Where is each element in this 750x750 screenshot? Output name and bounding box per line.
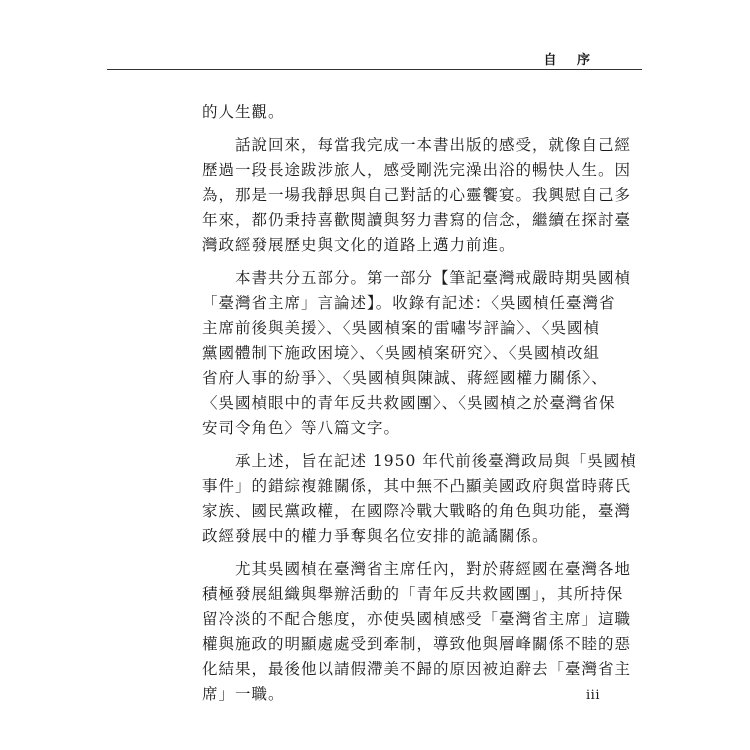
paragraph: [202, 449, 637, 549]
text-line: 主席前後與美援〉、〈吳國楨案的雷嘯岑評論〉、〈吳國楨: [202, 319, 601, 337]
text-line: 權與施政的明顯處處受到牽制，導致他與層峰關係不睦的惡: [202, 635, 632, 653]
paragraph-gap: [202, 258, 588, 266]
text-line: 席」一職。: [202, 685, 285, 703]
header-rule: [107, 69, 642, 70]
paragraph: [202, 266, 632, 441]
paragraph-gap: [202, 441, 588, 449]
text-line: 安司令角色〉等八篇文字。: [202, 419, 401, 437]
text-line: 化結果，最後他以請假滯美不歸的原因被迫辭去「臺灣省主: [202, 660, 632, 678]
text-line: 政經發展中的權力爭奪與名位安排的詭譎關係。: [202, 527, 549, 545]
text-line: 家族、國民黨政權，在國際冷戰大戰略的角色與功能，臺灣: [202, 502, 632, 520]
text-line: 省府人事的紛爭〉、〈吳國楨與陳誠、蔣經國權力關係〉、: [202, 369, 608, 387]
text-line: 留冷淡的不配合態度，亦使吳國楨感受「臺灣省主席」這職: [202, 610, 632, 628]
text-line: 為，那是一場我靜思與自己對話的心靈饗宴。我興慰自己多: [202, 186, 632, 204]
text-line: 話說回來，每當我完成一本書出版的感受，就像自己經: [202, 136, 632, 154]
text-line: 「臺灣省主席」言論述】。收錄有記述：〈吳國楨任臺灣省: [202, 294, 616, 312]
text-line: 灣政經發展歷史與文化的道路上邁力前進。: [202, 236, 516, 254]
text-line: 的人生觀。: [202, 103, 285, 121]
text-line: 年來，都仍秉持喜歡閱讀與努力書寫的信念，繼續在探討臺: [202, 211, 632, 229]
text-line: 黨國體制下施政困境〉、〈吳國楨案研究〉、〈吳國楨改組: [202, 344, 601, 362]
paragraph: [202, 133, 632, 258]
text-line: 本書共分五部分。第一部分【筆記臺灣戒嚴時期吳國楨: [202, 269, 632, 287]
running-head-title: 自 序: [543, 53, 598, 68]
paragraph: [202, 100, 588, 125]
paragraph-gap: [202, 125, 588, 133]
text-line: 承上述，旨在記述 1950 年代前後臺灣政局與「吳國楨: [202, 452, 637, 470]
text-line: 積極發展組織與舉辦活動的「青年反共救國團」，其所持保: [202, 585, 624, 603]
page-number: iii: [586, 688, 600, 703]
text-line: 尤其吳國楨在臺灣省主席任內，對於蔣經國在臺灣各地: [202, 560, 632, 578]
text-line: 事件」的錯綜複雜關係，其中無不凸顯美國政府與當時蔣氏: [202, 477, 632, 495]
paragraph-gap: [202, 549, 588, 557]
text-line: 歷過一段長途跋涉旅人，感受剛洗完澡出浴的暢快人生。因: [202, 161, 632, 179]
text-line: 〈吳國楨眼中的青年反共救國團〉、〈吳國楨之於臺灣省保: [202, 394, 616, 412]
